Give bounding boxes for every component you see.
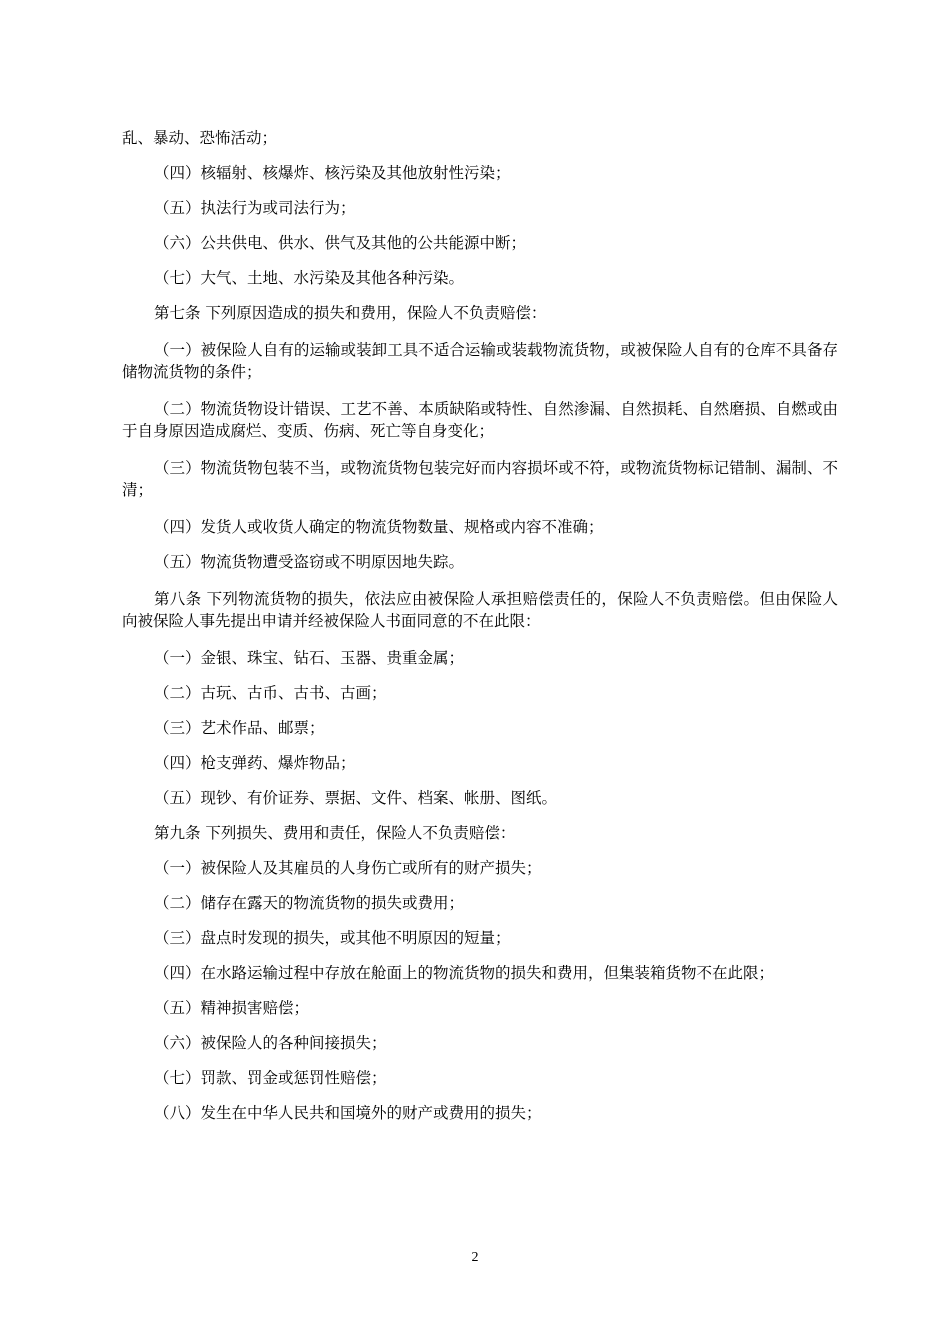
paragraph: （三）物流货物包装不当，或物流货物包装完好而内容损坏或不符，或物流货物标记错制、漏制、不清； xyxy=(122,459,838,499)
paragraph: （四）枪支弹药、爆炸物品； xyxy=(154,754,356,772)
paragraph: （四）核辐射、核爆炸、核污染及其他放射性污染； xyxy=(154,164,511,182)
paragraph: （二）古玩、古币、古书、古画； xyxy=(154,684,387,702)
paragraph: （一）金银、珠宝、钻石、玉器、贵重金属； xyxy=(154,649,465,667)
paragraph: （六）公共供电、供水、供气及其他的公共能源中断； xyxy=(154,234,527,252)
paragraph: （七）大气、土地、水污染及其他各种污染。 xyxy=(154,269,465,287)
paragraph: （二）储存在露天的物流货物的损失或费用； xyxy=(154,894,465,912)
paragraph: （三）盘点时发现的损失，或其他不明原因的短量； xyxy=(154,929,511,947)
paragraph: （四）在水路运输过程中存放在舱面上的物流货物的损失和费用，但集装箱货物不在此限； xyxy=(154,964,775,982)
paragraph: （六）被保险人的各种间接损失； xyxy=(154,1034,387,1052)
paragraph: 乱、暴动、恐怖活动； xyxy=(122,129,278,147)
paragraph: （五）物流货物遭受盗窃或不明原因地失踪。 xyxy=(154,553,465,571)
article-heading: 第七条 下列原因造成的损失和费用，保险人不负责赔偿： xyxy=(154,304,547,322)
paragraph: （五）现钞、有价证券、票据、文件、档案、帐册、图纸。 xyxy=(154,789,558,807)
paragraph: （四）发货人或收货人确定的物流货物数量、规格或内容不准确； xyxy=(154,518,604,536)
paragraph: （一）被保险人自有的运输或装卸工具不适合运输或装载物流货物，或被保险人自有的仓库不具备存储物流货物的条件； xyxy=(122,341,838,381)
paragraph: （五）精神损害赔偿； xyxy=(154,999,310,1017)
paragraph: （三）艺术作品、邮票； xyxy=(154,719,325,737)
article-heading: 第九条 下列损失、费用和责任，保险人不负责赔偿： xyxy=(154,824,516,842)
page-number: 2 xyxy=(471,1250,479,1265)
paragraph: （八）发生在中华人民共和国境外的财产或费用的损失； xyxy=(154,1104,542,1122)
article-heading: 第八条 下列物流货物的损失，依法应由被保险人承担赔偿责任的，保险人不负责赔偿。但由保险人向被保险人事先提出申请并经被保险人书面同意的不在此限： xyxy=(122,590,838,630)
paragraph: （五）执法行为或司法行为； xyxy=(154,199,356,217)
document-body xyxy=(122,127,838,1124)
paragraph: （二）物流货物设计错误、工艺不善、本质缺陷或特性、自然渗漏、自然损耗、自然磨损、自燃或由于自身原因造成腐烂、变质、伤病、死亡等自身变化； xyxy=(122,400,838,440)
paragraph: （一）被保险人及其雇员的人身伤亡或所有的财产损失； xyxy=(154,859,542,877)
paragraph: （七）罚款、罚金或惩罚性赔偿； xyxy=(154,1069,387,1087)
